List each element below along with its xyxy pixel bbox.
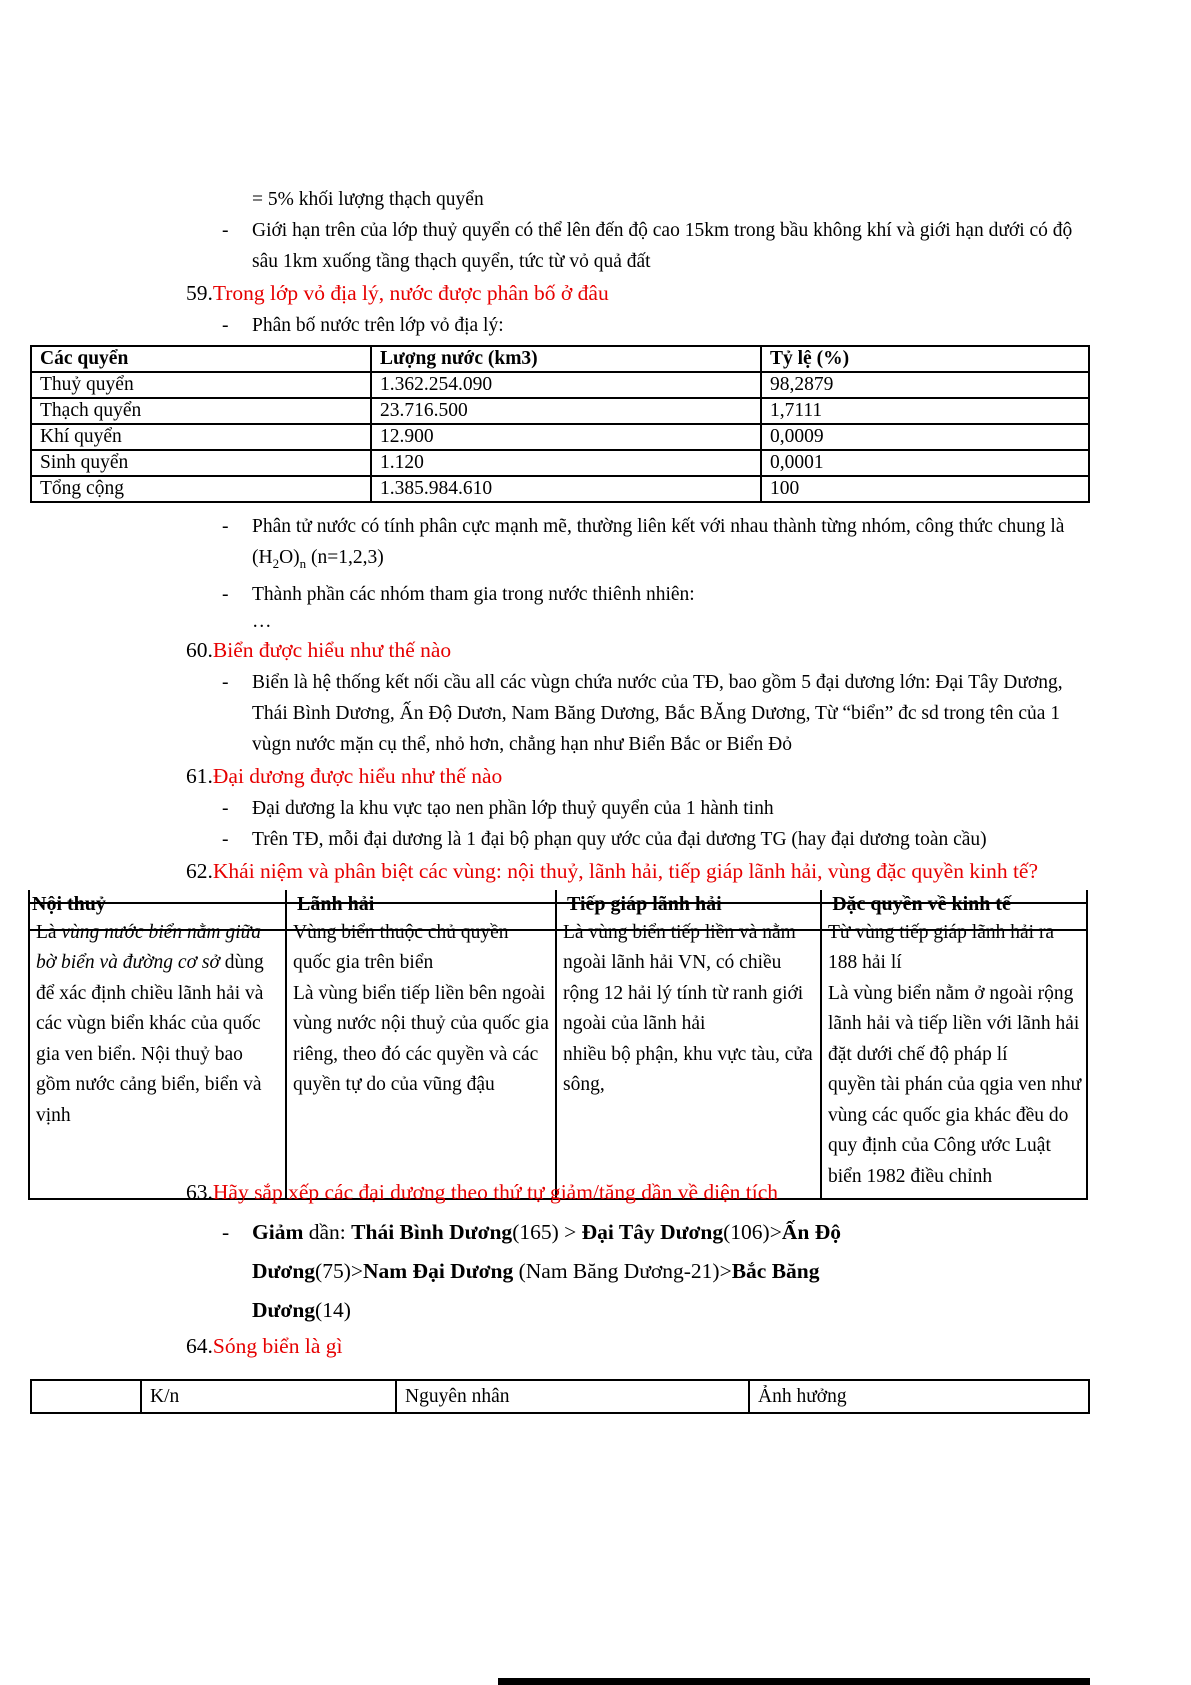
answer-segment: Bắc Băng Dương <box>252 1259 820 1323</box>
cell-paragraph: Là vùng biển nằm ở ngoài rộng lãnh hải và tiếp liền với lãnh hải đặt dưới chế độ pháp lí <box>828 982 1080 1065</box>
cell-dac-quyen <box>820 918 1090 1199</box>
table-cell: Sinh quyển <box>31 450 371 476</box>
table-header-row <box>31 1380 1089 1413</box>
answer-text <box>252 1213 892 1330</box>
question-title: Hãy sắp xếp các đại dương theo thứ tự giảm/tăng dần về diện tích <box>212 1180 779 1205</box>
question-number: 59. <box>186 281 213 305</box>
table-cell: 1.362.254.090 <box>371 372 761 398</box>
question-title: Biển được hiểu như thế nào <box>212 637 452 662</box>
bullet-text: Biển là hệ thống kết nối cầu all các vùgn chứa nước của TĐ, bao gồm 5 đại dương lớn: Đại Tây Dương, Thái Bình Dương, Ấn Độ Dươn, Nam Băng Dương, Bắc BĂng Dương, Từ “biển” đc sd trong tên của 1 vùgn nước mặn cụ thể, nhỏ hơn, chẳng hạn như Biển Bắc or Biển Đỏ <box>252 671 1063 755</box>
bullet-dash: - <box>222 828 229 850</box>
bullet-item <box>222 579 1191 610</box>
bullet-text: Thành phần các nhóm tham gia trong nước thiênh nhiên: <box>252 583 695 605</box>
cell-paragraph: Là vùng biển tiếp liền bên ngoài vùng nước nội thuỷ của quốc gia <box>293 982 549 1035</box>
cell-noi-thuy <box>30 918 285 1199</box>
bullet-text: Trên TĐ, mỗi đại dương là 1 đại bộ phạn quy ước của đại dương TG (hay đại dương toàn cầu) <box>252 828 987 850</box>
formula-subscript: n <box>299 555 307 571</box>
table-row <box>31 476 1089 502</box>
column-header-tiep-giap: Tiếp giáp lãnh hải <box>555 890 820 918</box>
table-cell: 23.716.500 <box>371 398 761 424</box>
column-header: Lượng nước (km3) <box>371 346 761 372</box>
cell-tiep-giap <box>555 918 820 1199</box>
table-border-line <box>28 929 1088 931</box>
table-cell: 100 <box>761 476 1089 502</box>
table-row <box>31 450 1089 476</box>
bullet-dash: - <box>222 220 229 241</box>
bullet-text: Đại dương la khu vực tạo nen phần lớp thuỷ quyển của 1 hành tinh <box>252 797 774 819</box>
table-cell: 1.120 <box>371 450 761 476</box>
bullet-dash: - <box>222 315 229 336</box>
bullet-item <box>222 511 1191 579</box>
cell-paragraph: Là vùng biển tiếp liền và nằm ngoài lãnh hải VN, có chiều rộng 12 hải lý tính từ ranh giới ngoài của lãnh hải <box>563 921 804 1035</box>
column-header-dac-quyen: Đặc quyền về kinh tế <box>820 890 1090 918</box>
table-header-row <box>31 346 1089 372</box>
question-title: Trong lớp vỏ địa lý, nước được phân bố ở đâu <box>212 281 609 305</box>
answer-segment: (106)> <box>723 1220 782 1245</box>
table-row <box>31 398 1089 424</box>
answer-segment: (165) > <box>512 1220 582 1245</box>
answer-segment: Đại Tây Dương <box>581 1220 724 1245</box>
waves-table <box>30 1379 1090 1414</box>
table-cell: 0,0009 <box>761 424 1089 450</box>
bullet-item <box>222 824 1191 855</box>
table-cell: Thạch quyển <box>31 398 371 424</box>
table-row <box>31 424 1089 450</box>
cell-paragraph: riêng, theo đó các quyền và các quyền tự do của vũng đậu <box>293 1043 539 1096</box>
question-number: 61. <box>186 763 213 788</box>
column-header: Nguyên nhân <box>396 1380 749 1413</box>
bullet-dash: - <box>222 671 229 693</box>
answer-segment: dần: <box>303 1220 352 1245</box>
question-title: Sóng biển là gì <box>212 1334 343 1359</box>
question-number: 63. <box>186 1180 213 1205</box>
cell-paragraph: Vùng biển thuộc chủ quyền quốc gia trên biển <box>293 921 509 974</box>
table-cell: 12.900 <box>371 424 761 450</box>
table-cell: Tổng cộng <box>31 476 371 502</box>
table-border-line <box>28 902 1088 904</box>
bullet-dash: - <box>222 797 229 819</box>
question-number: 60. <box>186 637 213 662</box>
column-header-lanh-hai: Lãnh hải <box>285 890 555 918</box>
cell-text: Là <box>36 921 62 943</box>
question-heading-61 <box>186 760 1191 793</box>
table-cell: Khí quyển <box>31 424 371 450</box>
question-heading-60 <box>186 634 1191 667</box>
bullet-dash: - <box>222 516 229 537</box>
answer-segment: (75)> <box>315 1259 363 1284</box>
cell-lanh-hai <box>285 918 555 1199</box>
column-header: K/n <box>141 1380 396 1413</box>
question-heading-63 <box>186 1176 1191 1209</box>
bullet-item <box>222 793 1191 824</box>
bullet-text-formula <box>252 511 1092 579</box>
table-row <box>31 372 1089 398</box>
answer-segment: Thái Bình Dương <box>351 1220 513 1245</box>
formula-subscript: 2 <box>272 555 280 571</box>
table-cell-empty <box>31 1380 141 1413</box>
ellipsis-placeholder: … <box>252 610 272 632</box>
formula-pre: Phân tử nước có tính phân cực mạnh mẽ, thường liên kết với nhau thành từng nhóm, công thức chung là (H <box>252 516 1065 568</box>
question-title: Đại dương được hiểu như thế nào <box>212 763 503 788</box>
table-cell: Thuỷ quyển <box>31 372 371 398</box>
bullet-item <box>222 667 1191 760</box>
bullet-text: Phân bố nước trên lớp vỏ địa lý: <box>252 315 504 336</box>
answer-segment: (Nam Băng Dương-21)> <box>513 1259 732 1284</box>
column-header: Các quyển <box>31 346 371 372</box>
water-distribution-table <box>30 345 1090 503</box>
question-heading-64 <box>186 1330 1191 1363</box>
table-cell: 98,2879 <box>761 372 1089 398</box>
column-header: Ảnh hưởng <box>749 1380 1089 1413</box>
question-number: 62. <box>186 858 213 883</box>
cell-text-italic: vùng nước biển nằm giữa bờ biển và đường cơ sở <box>36 921 262 974</box>
question-title: Khái niệm và phân biệt các vùng: nội thuỷ, lãnh hải, tiếp giáp lãnh hải, vùng đặc quyền kinh tế? <box>212 858 1039 883</box>
cell-paragraph: nhiều bộ phận, khu vực tàu, cửa sông, <box>563 1043 813 1096</box>
formula-mid: O) <box>279 547 300 568</box>
column-header: Tỷ lệ (%) <box>761 346 1089 372</box>
bullet-item <box>222 215 1191 277</box>
table-cell: 1,7111 <box>761 398 1089 424</box>
answer-segment: Nam Đại Dương <box>363 1259 514 1284</box>
formula-post: (n=1,2,3) <box>306 547 384 568</box>
question-heading-59 <box>186 277 1191 310</box>
bullet-dash: - <box>222 1220 230 1245</box>
question-number: 64. <box>186 1334 213 1359</box>
intro-line: = 5% khối lượng thạch quyển <box>252 189 484 210</box>
maritime-zones-table <box>28 890 1088 1201</box>
cell-paragraph: quyền tài phán của qgia ven như vùng các quốc gia khác đều do quy định của Công ước Luật biển 1982 điều chỉnh <box>828 1074 1082 1187</box>
cell-paragraph: Từ vùng tiếp giáp lãnh hải ra 188 hải lí <box>828 921 1055 974</box>
table-cell: 0,0001 <box>761 450 1089 476</box>
oceans-ranking-answer <box>222 1213 1191 1330</box>
table-cell: 1.385.984.610 <box>371 476 761 502</box>
bullet-text: Giới hạn trên của lớp thuỷ quyển có thể lên đến độ cao 15km trong bầu không khí và giới hạn dưới có độ sâu 1km xuống tầng thạch quyển, tức từ vỏ quả đất <box>252 220 1073 272</box>
answer-segment: Giảm <box>252 1220 304 1245</box>
answer-segment: (14) <box>315 1298 351 1323</box>
bullet-item <box>222 310 1191 341</box>
cell-text: dùng để xác định chiều lãnh hải và các vùgn biển khác của quốc gia ven biển. Nội thuỷ bao gồm nước cảng biển, biển và vịnh <box>36 952 264 1126</box>
column-header-noi-thuy: Nội thuỷ <box>32 892 106 915</box>
bullet-dash: - <box>222 583 229 605</box>
bottom-black-bar <box>498 1678 1090 1685</box>
answer-segment: Ấn Độ Dương <box>252 1220 841 1284</box>
question-heading-62 <box>186 855 1191 888</box>
